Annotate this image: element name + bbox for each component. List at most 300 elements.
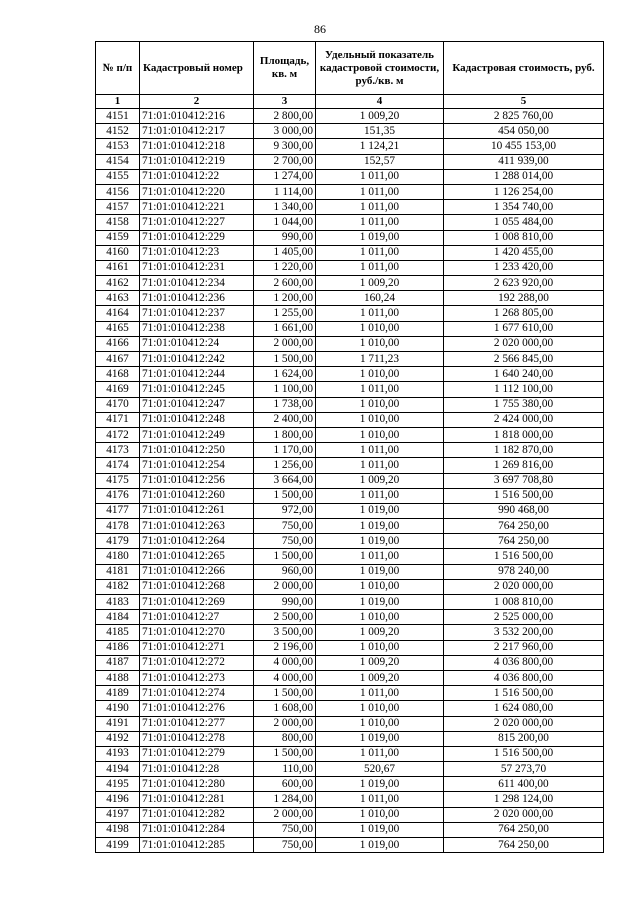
- area-cell: 4 000,00: [254, 670, 316, 685]
- row-number-cell: 4187: [96, 655, 140, 670]
- table-body: [96, 109, 604, 853]
- cadastral-number-cell: 71:01:010412:229: [140, 230, 254, 245]
- cadastral-number-cell: 71:01:010412:277: [140, 716, 254, 731]
- unit-rate-cell: 1 011,00: [316, 549, 444, 564]
- cadastral-number-cell: 71:01:010412:273: [140, 670, 254, 685]
- unit-rate-cell: 1 019,00: [316, 595, 444, 610]
- table-row: [96, 792, 604, 807]
- table-row: [96, 412, 604, 427]
- area-cell: 1 800,00: [254, 427, 316, 442]
- cadastral-number-cell: 71:01:010412:216: [140, 109, 254, 124]
- cadastral-cost-cell: 3 697 708,80: [444, 473, 604, 488]
- unit-rate-cell: 1 011,00: [316, 184, 444, 199]
- cadastral-cost-cell: 1 268 805,00: [444, 306, 604, 321]
- cadastral-table: [95, 41, 604, 853]
- cadastral-number-cell: 71:01:010412:236: [140, 291, 254, 306]
- column-number: 2: [140, 95, 254, 109]
- area-cell: 2 500,00: [254, 610, 316, 625]
- cadastral-cost-cell: 2 020 000,00: [444, 807, 604, 822]
- area-cell: 2 000,00: [254, 336, 316, 351]
- row-number-cell: 4151: [96, 109, 140, 124]
- cadastral-cost-cell: 764 250,00: [444, 822, 604, 837]
- unit-rate-cell: 1 011,00: [316, 382, 444, 397]
- row-number-cell: 4157: [96, 200, 140, 215]
- unit-rate-cell: 1 019,00: [316, 503, 444, 518]
- row-number-cell: 4173: [96, 443, 140, 458]
- area-cell: 1 100,00: [254, 382, 316, 397]
- table-row: [96, 397, 604, 412]
- cadastral-cost-cell: 3 532 200,00: [444, 625, 604, 640]
- cadastral-number-cell: 71:01:010412:270: [140, 625, 254, 640]
- area-cell: 1 255,00: [254, 306, 316, 321]
- unit-rate-cell: 1 010,00: [316, 610, 444, 625]
- area-cell: 1 500,00: [254, 746, 316, 761]
- unit-rate-cell: 1 010,00: [316, 397, 444, 412]
- cadastral-cost-cell: 57 273,70: [444, 762, 604, 777]
- row-number-cell: 4162: [96, 276, 140, 291]
- area-cell: 1 500,00: [254, 549, 316, 564]
- cadastral-number-cell: 71:01:010412:24: [140, 336, 254, 351]
- row-number-cell: 4192: [96, 731, 140, 746]
- cadastral-cost-cell: 990 468,00: [444, 503, 604, 518]
- row-number-cell: 4166: [96, 336, 140, 351]
- header-cadastral-cost: Кадастровая стоимость, руб.: [444, 42, 604, 95]
- cadastral-number-cell: 71:01:010412:256: [140, 473, 254, 488]
- cadastral-cost-cell: 1 126 254,00: [444, 184, 604, 199]
- cadastral-number-cell: 71:01:010412:238: [140, 321, 254, 336]
- table-row: [96, 777, 604, 792]
- page-number: 86: [314, 22, 326, 36]
- header-unit-rate: Удельный показатель кадастровой стоимости, руб./кв. м: [316, 42, 444, 95]
- area-cell: 750,00: [254, 519, 316, 534]
- area-cell: 3 500,00: [254, 625, 316, 640]
- row-number-cell: 4195: [96, 777, 140, 792]
- area-cell: 9 300,00: [254, 139, 316, 154]
- table-row: [96, 139, 604, 154]
- row-number-cell: 4168: [96, 367, 140, 382]
- row-number-cell: 4178: [96, 519, 140, 534]
- unit-rate-cell: 1 010,00: [316, 640, 444, 655]
- cadastral-cost-cell: 1 420 455,00: [444, 245, 604, 260]
- unit-rate-cell: 1 011,00: [316, 260, 444, 275]
- table-row: [96, 731, 604, 746]
- row-number-cell: 4165: [96, 321, 140, 336]
- cadastral-cost-cell: 192 288,00: [444, 291, 604, 306]
- unit-rate-cell: 1 009,20: [316, 670, 444, 685]
- row-number-cell: 4182: [96, 579, 140, 594]
- row-number-cell: 4184: [96, 610, 140, 625]
- unit-rate-cell: 1 011,00: [316, 200, 444, 215]
- row-number-cell: 4159: [96, 230, 140, 245]
- cadastral-number-cell: 71:01:010412:268: [140, 579, 254, 594]
- cadastral-cost-cell: 4 036 800,00: [444, 655, 604, 670]
- cadastral-cost-cell: 1 624 080,00: [444, 701, 604, 716]
- cadastral-cost-cell: 1 182 870,00: [444, 443, 604, 458]
- cadastral-cost-cell: 1 818 000,00: [444, 427, 604, 442]
- table-row: [96, 124, 604, 139]
- row-number-cell: 4158: [96, 215, 140, 230]
- area-cell: 600,00: [254, 777, 316, 792]
- unit-rate-cell: 1 009,20: [316, 625, 444, 640]
- row-number-cell: 4197: [96, 807, 140, 822]
- row-number-cell: 4175: [96, 473, 140, 488]
- row-number-cell: 4185: [96, 625, 140, 640]
- cadastral-cost-cell: 1 755 380,00: [444, 397, 604, 412]
- cadastral-cost-cell: 4 036 800,00: [444, 670, 604, 685]
- column-number: 5: [444, 95, 604, 109]
- cadastral-cost-cell: 1 516 500,00: [444, 488, 604, 503]
- cadastral-cost-cell: 1 112 100,00: [444, 382, 604, 397]
- table-row: [96, 321, 604, 336]
- row-number-cell: 4196: [96, 792, 140, 807]
- row-number-cell: 4189: [96, 686, 140, 701]
- table-row: [96, 595, 604, 610]
- area-cell: 1 200,00: [254, 291, 316, 306]
- column-number-row: [96, 95, 604, 109]
- area-cell: 1 220,00: [254, 260, 316, 275]
- area-cell: 1 738,00: [254, 397, 316, 412]
- area-cell: 750,00: [254, 534, 316, 549]
- unit-rate-cell: 1 010,00: [316, 336, 444, 351]
- cadastral-cost-cell: 1 516 500,00: [444, 549, 604, 564]
- unit-rate-cell: 1 019,00: [316, 822, 444, 837]
- unit-rate-cell: 1 019,00: [316, 230, 444, 245]
- table-row: [96, 473, 604, 488]
- table-row: [96, 291, 604, 306]
- cadastral-number-cell: 71:01:010412:281: [140, 792, 254, 807]
- cadastral-cost-cell: 2 623 920,00: [444, 276, 604, 291]
- row-number-cell: 4194: [96, 762, 140, 777]
- row-number-cell: 4170: [96, 397, 140, 412]
- column-number: 4: [316, 95, 444, 109]
- row-number-cell: 4199: [96, 838, 140, 853]
- unit-rate-cell: 152,57: [316, 154, 444, 169]
- area-cell: 990,00: [254, 230, 316, 245]
- cadastral-cost-cell: 10 455 153,00: [444, 139, 604, 154]
- unit-rate-cell: 1 011,00: [316, 245, 444, 260]
- area-cell: 1 661,00: [254, 321, 316, 336]
- table-row: [96, 701, 604, 716]
- table-row: [96, 807, 604, 822]
- table-row: [96, 519, 604, 534]
- area-cell: 4 000,00: [254, 655, 316, 670]
- row-number-cell: 4167: [96, 352, 140, 367]
- cadastral-cost-cell: 1 298 124,00: [444, 792, 604, 807]
- cadastral-cost-cell: 1 269 816,00: [444, 458, 604, 473]
- table-row: [96, 458, 604, 473]
- table-row: [96, 260, 604, 275]
- area-cell: 2 000,00: [254, 716, 316, 731]
- cadastral-number-cell: 71:01:010412:27: [140, 610, 254, 625]
- cadastral-cost-cell: 1 516 500,00: [444, 686, 604, 701]
- cadastral-number-cell: 71:01:010412:279: [140, 746, 254, 761]
- area-cell: 990,00: [254, 595, 316, 610]
- area-cell: 1 500,00: [254, 488, 316, 503]
- cadastral-cost-cell: 1 677 610,00: [444, 321, 604, 336]
- area-cell: 972,00: [254, 503, 316, 518]
- cadastral-number-cell: 71:01:010412:219: [140, 154, 254, 169]
- row-number-cell: 4177: [96, 503, 140, 518]
- table-row: [96, 230, 604, 245]
- cadastral-number-cell: 71:01:010412:272: [140, 655, 254, 670]
- table-row: [96, 306, 604, 321]
- header-row-number: № п/п: [96, 42, 140, 95]
- cadastral-number-cell: 71:01:010412:242: [140, 352, 254, 367]
- area-cell: 750,00: [254, 822, 316, 837]
- unit-rate-cell: 1 019,00: [316, 731, 444, 746]
- cadastral-number-cell: 71:01:010412:28: [140, 762, 254, 777]
- table-row: [96, 822, 604, 837]
- row-number-cell: 4161: [96, 260, 140, 275]
- row-number-cell: 4186: [96, 640, 140, 655]
- cadastral-number-cell: 71:01:010412:22: [140, 169, 254, 184]
- table-row: [96, 503, 604, 518]
- row-number-cell: 4163: [96, 291, 140, 306]
- table-row: [96, 276, 604, 291]
- row-number-cell: 4179: [96, 534, 140, 549]
- cadastral-number-cell: 71:01:010412:274: [140, 686, 254, 701]
- area-cell: 2 400,00: [254, 412, 316, 427]
- cadastral-number-cell: 71:01:010412:265: [140, 549, 254, 564]
- row-number-cell: 4181: [96, 564, 140, 579]
- cadastral-number-cell: 71:01:010412:247: [140, 397, 254, 412]
- area-cell: 2 600,00: [254, 276, 316, 291]
- area-cell: 3 664,00: [254, 473, 316, 488]
- table-row: [96, 154, 604, 169]
- unit-rate-cell: 1 010,00: [316, 579, 444, 594]
- cadastral-number-cell: 71:01:010412:234: [140, 276, 254, 291]
- cadastral-number-cell: 71:01:010412:269: [140, 595, 254, 610]
- row-number-cell: 4190: [96, 701, 140, 716]
- cadastral-cost-cell: 2 825 760,00: [444, 109, 604, 124]
- unit-rate-cell: 151,35: [316, 124, 444, 139]
- cadastral-number-cell: 71:01:010412:266: [140, 564, 254, 579]
- cadastral-cost-cell: 2 424 000,00: [444, 412, 604, 427]
- area-cell: 1 114,00: [254, 184, 316, 199]
- cadastral-number-cell: 71:01:010412:284: [140, 822, 254, 837]
- table-row: [96, 625, 604, 640]
- table-row: [96, 109, 604, 124]
- cadastral-cost-cell: 1 288 014,00: [444, 169, 604, 184]
- cadastral-cost-cell: 2 020 000,00: [444, 716, 604, 731]
- area-cell: 1 170,00: [254, 443, 316, 458]
- area-cell: 1 405,00: [254, 245, 316, 260]
- area-cell: 110,00: [254, 762, 316, 777]
- unit-rate-cell: 1 011,00: [316, 443, 444, 458]
- row-number-cell: 4176: [96, 488, 140, 503]
- cadastral-number-cell: 71:01:010412:245: [140, 382, 254, 397]
- area-cell: 2 800,00: [254, 109, 316, 124]
- cadastral-cost-cell: 2 020 000,00: [444, 579, 604, 594]
- table-row: [96, 610, 604, 625]
- unit-rate-cell: 1 009,20: [316, 276, 444, 291]
- cadastral-cost-cell: 1 354 740,00: [444, 200, 604, 215]
- table-row: [96, 382, 604, 397]
- table-row: [96, 352, 604, 367]
- table-row: [96, 488, 604, 503]
- row-number-cell: 4172: [96, 427, 140, 442]
- row-number-cell: 4156: [96, 184, 140, 199]
- cadastral-number-cell: 71:01:010412:227: [140, 215, 254, 230]
- table-row: [96, 640, 604, 655]
- table-row: [96, 215, 604, 230]
- table-row: [96, 200, 604, 215]
- area-cell: 1 284,00: [254, 792, 316, 807]
- row-number-cell: 4198: [96, 822, 140, 837]
- cadastral-number-cell: 71:01:010412:264: [140, 534, 254, 549]
- cadastral-cost-cell: 1 640 240,00: [444, 367, 604, 382]
- row-number-cell: 4191: [96, 716, 140, 731]
- cadastral-number-cell: 71:01:010412:278: [140, 731, 254, 746]
- table-row: [96, 427, 604, 442]
- unit-rate-cell: 1 124,21: [316, 139, 444, 154]
- unit-rate-cell: 1 010,00: [316, 716, 444, 731]
- table-row: [96, 686, 604, 701]
- cadastral-number-cell: 71:01:010412:244: [140, 367, 254, 382]
- header-row: [96, 42, 604, 95]
- cadastral-number-cell: 71:01:010412:280: [140, 777, 254, 792]
- area-cell: 1 340,00: [254, 200, 316, 215]
- header-cadastral-number: Кадастровый номер: [140, 42, 254, 95]
- row-number-cell: 4188: [96, 670, 140, 685]
- cadastral-number-cell: 71:01:010412:282: [140, 807, 254, 822]
- cadastral-number-cell: 71:01:010412:217: [140, 124, 254, 139]
- table-row: [96, 367, 604, 382]
- row-number-cell: 4169: [96, 382, 140, 397]
- unit-rate-cell: 160,24: [316, 291, 444, 306]
- row-number-cell: 4153: [96, 139, 140, 154]
- cadastral-number-cell: 71:01:010412:276: [140, 701, 254, 716]
- unit-rate-cell: 1 011,00: [316, 169, 444, 184]
- cadastral-number-cell: 71:01:010412:250: [140, 443, 254, 458]
- cadastral-cost-cell: 1 516 500,00: [444, 746, 604, 761]
- table-row: [96, 245, 604, 260]
- row-number-cell: 4164: [96, 306, 140, 321]
- unit-rate-cell: 1 010,00: [316, 701, 444, 716]
- row-number-cell: 4155: [96, 169, 140, 184]
- unit-rate-cell: 1 711,23: [316, 352, 444, 367]
- table-row: [96, 746, 604, 761]
- table-row: [96, 716, 604, 731]
- cadastral-number-cell: 71:01:010412:231: [140, 260, 254, 275]
- area-cell: 2 196,00: [254, 640, 316, 655]
- row-number-cell: 4160: [96, 245, 140, 260]
- cadastral-number-cell: 71:01:010412:237: [140, 306, 254, 321]
- area-cell: 1 624,00: [254, 367, 316, 382]
- table-row: [96, 564, 604, 579]
- cadastral-cost-cell: 764 250,00: [444, 838, 604, 853]
- unit-rate-cell: 1 019,00: [316, 519, 444, 534]
- cadastral-cost-cell: 1 055 484,00: [444, 215, 604, 230]
- unit-rate-cell: 1 011,00: [316, 488, 444, 503]
- column-number: 3: [254, 95, 316, 109]
- cadastral-cost-cell: 1 233 420,00: [444, 260, 604, 275]
- area-cell: 800,00: [254, 731, 316, 746]
- area-cell: 1 256,00: [254, 458, 316, 473]
- row-number-cell: 4152: [96, 124, 140, 139]
- area-cell: 3 000,00: [254, 124, 316, 139]
- unit-rate-cell: 1 009,20: [316, 655, 444, 670]
- row-number-cell: 4180: [96, 549, 140, 564]
- unit-rate-cell: 1 009,20: [316, 473, 444, 488]
- area-cell: 1 274,00: [254, 169, 316, 184]
- cadastral-cost-cell: 2 020 000,00: [444, 336, 604, 351]
- table-row: [96, 549, 604, 564]
- unit-rate-cell: 1 010,00: [316, 412, 444, 427]
- cadastral-cost-cell: 815 200,00: [444, 731, 604, 746]
- cadastral-cost-cell: 1 008 810,00: [444, 230, 604, 245]
- cadastral-cost-cell: 611 400,00: [444, 777, 604, 792]
- unit-rate-cell: 1 010,00: [316, 427, 444, 442]
- table-row: [96, 336, 604, 351]
- cadastral-number-cell: 71:01:010412:221: [140, 200, 254, 215]
- cadastral-number-cell: 71:01:010412:260: [140, 488, 254, 503]
- unit-rate-cell: 1 009,20: [316, 109, 444, 124]
- row-number-cell: 4154: [96, 154, 140, 169]
- unit-rate-cell: 1 019,00: [316, 838, 444, 853]
- cadastral-number-cell: 71:01:010412:263: [140, 519, 254, 534]
- table-row: [96, 762, 604, 777]
- unit-rate-cell: 1 011,00: [316, 306, 444, 321]
- unit-rate-cell: 1 010,00: [316, 321, 444, 336]
- area-cell: 2 700,00: [254, 154, 316, 169]
- header-area: Площадь, кв. м: [254, 42, 316, 95]
- cadastral-cost-cell: 2 525 000,00: [444, 610, 604, 625]
- cadastral-cost-cell: 411 939,00: [444, 154, 604, 169]
- cadastral-number-cell: 71:01:010412:218: [140, 139, 254, 154]
- table-row: [96, 169, 604, 184]
- table-row: [96, 184, 604, 199]
- unit-rate-cell: 1 010,00: [316, 807, 444, 822]
- cadastral-cost-cell: 978 240,00: [444, 564, 604, 579]
- area-cell: 2 000,00: [254, 807, 316, 822]
- cadastral-cost-cell: 764 250,00: [444, 519, 604, 534]
- area-cell: 1 500,00: [254, 352, 316, 367]
- cadastral-cost-cell: 2 217 960,00: [444, 640, 604, 655]
- unit-rate-cell: 1 011,00: [316, 746, 444, 761]
- area-cell: 2 000,00: [254, 579, 316, 594]
- unit-rate-cell: 1 011,00: [316, 458, 444, 473]
- cadastral-cost-cell: 1 008 810,00: [444, 595, 604, 610]
- cadastral-number-cell: 71:01:010412:23: [140, 245, 254, 260]
- unit-rate-cell: 1 019,00: [316, 777, 444, 792]
- cadastral-cost-cell: 2 566 845,00: [444, 352, 604, 367]
- cadastral-number-cell: 71:01:010412:271: [140, 640, 254, 655]
- row-number-cell: 4183: [96, 595, 140, 610]
- unit-rate-cell: 1 019,00: [316, 534, 444, 549]
- row-number-cell: 4174: [96, 458, 140, 473]
- table-row: [96, 579, 604, 594]
- column-number: 1: [96, 95, 140, 109]
- unit-rate-cell: 1 019,00: [316, 564, 444, 579]
- area-cell: 1 044,00: [254, 215, 316, 230]
- row-number-cell: 4193: [96, 746, 140, 761]
- cadastral-cost-cell: 764 250,00: [444, 534, 604, 549]
- cadastral-cost-cell: 454 050,00: [444, 124, 604, 139]
- row-number-cell: 4171: [96, 412, 140, 427]
- cadastral-number-cell: 71:01:010412:220: [140, 184, 254, 199]
- area-cell: 1 500,00: [254, 686, 316, 701]
- area-cell: 960,00: [254, 564, 316, 579]
- area-cell: 750,00: [254, 838, 316, 853]
- table-row: [96, 443, 604, 458]
- unit-rate-cell: 1 011,00: [316, 686, 444, 701]
- unit-rate-cell: 1 011,00: [316, 792, 444, 807]
- table-row: [96, 655, 604, 670]
- cadastral-number-cell: 71:01:010412:249: [140, 427, 254, 442]
- area-cell: 1 608,00: [254, 701, 316, 716]
- table-row: [96, 534, 604, 549]
